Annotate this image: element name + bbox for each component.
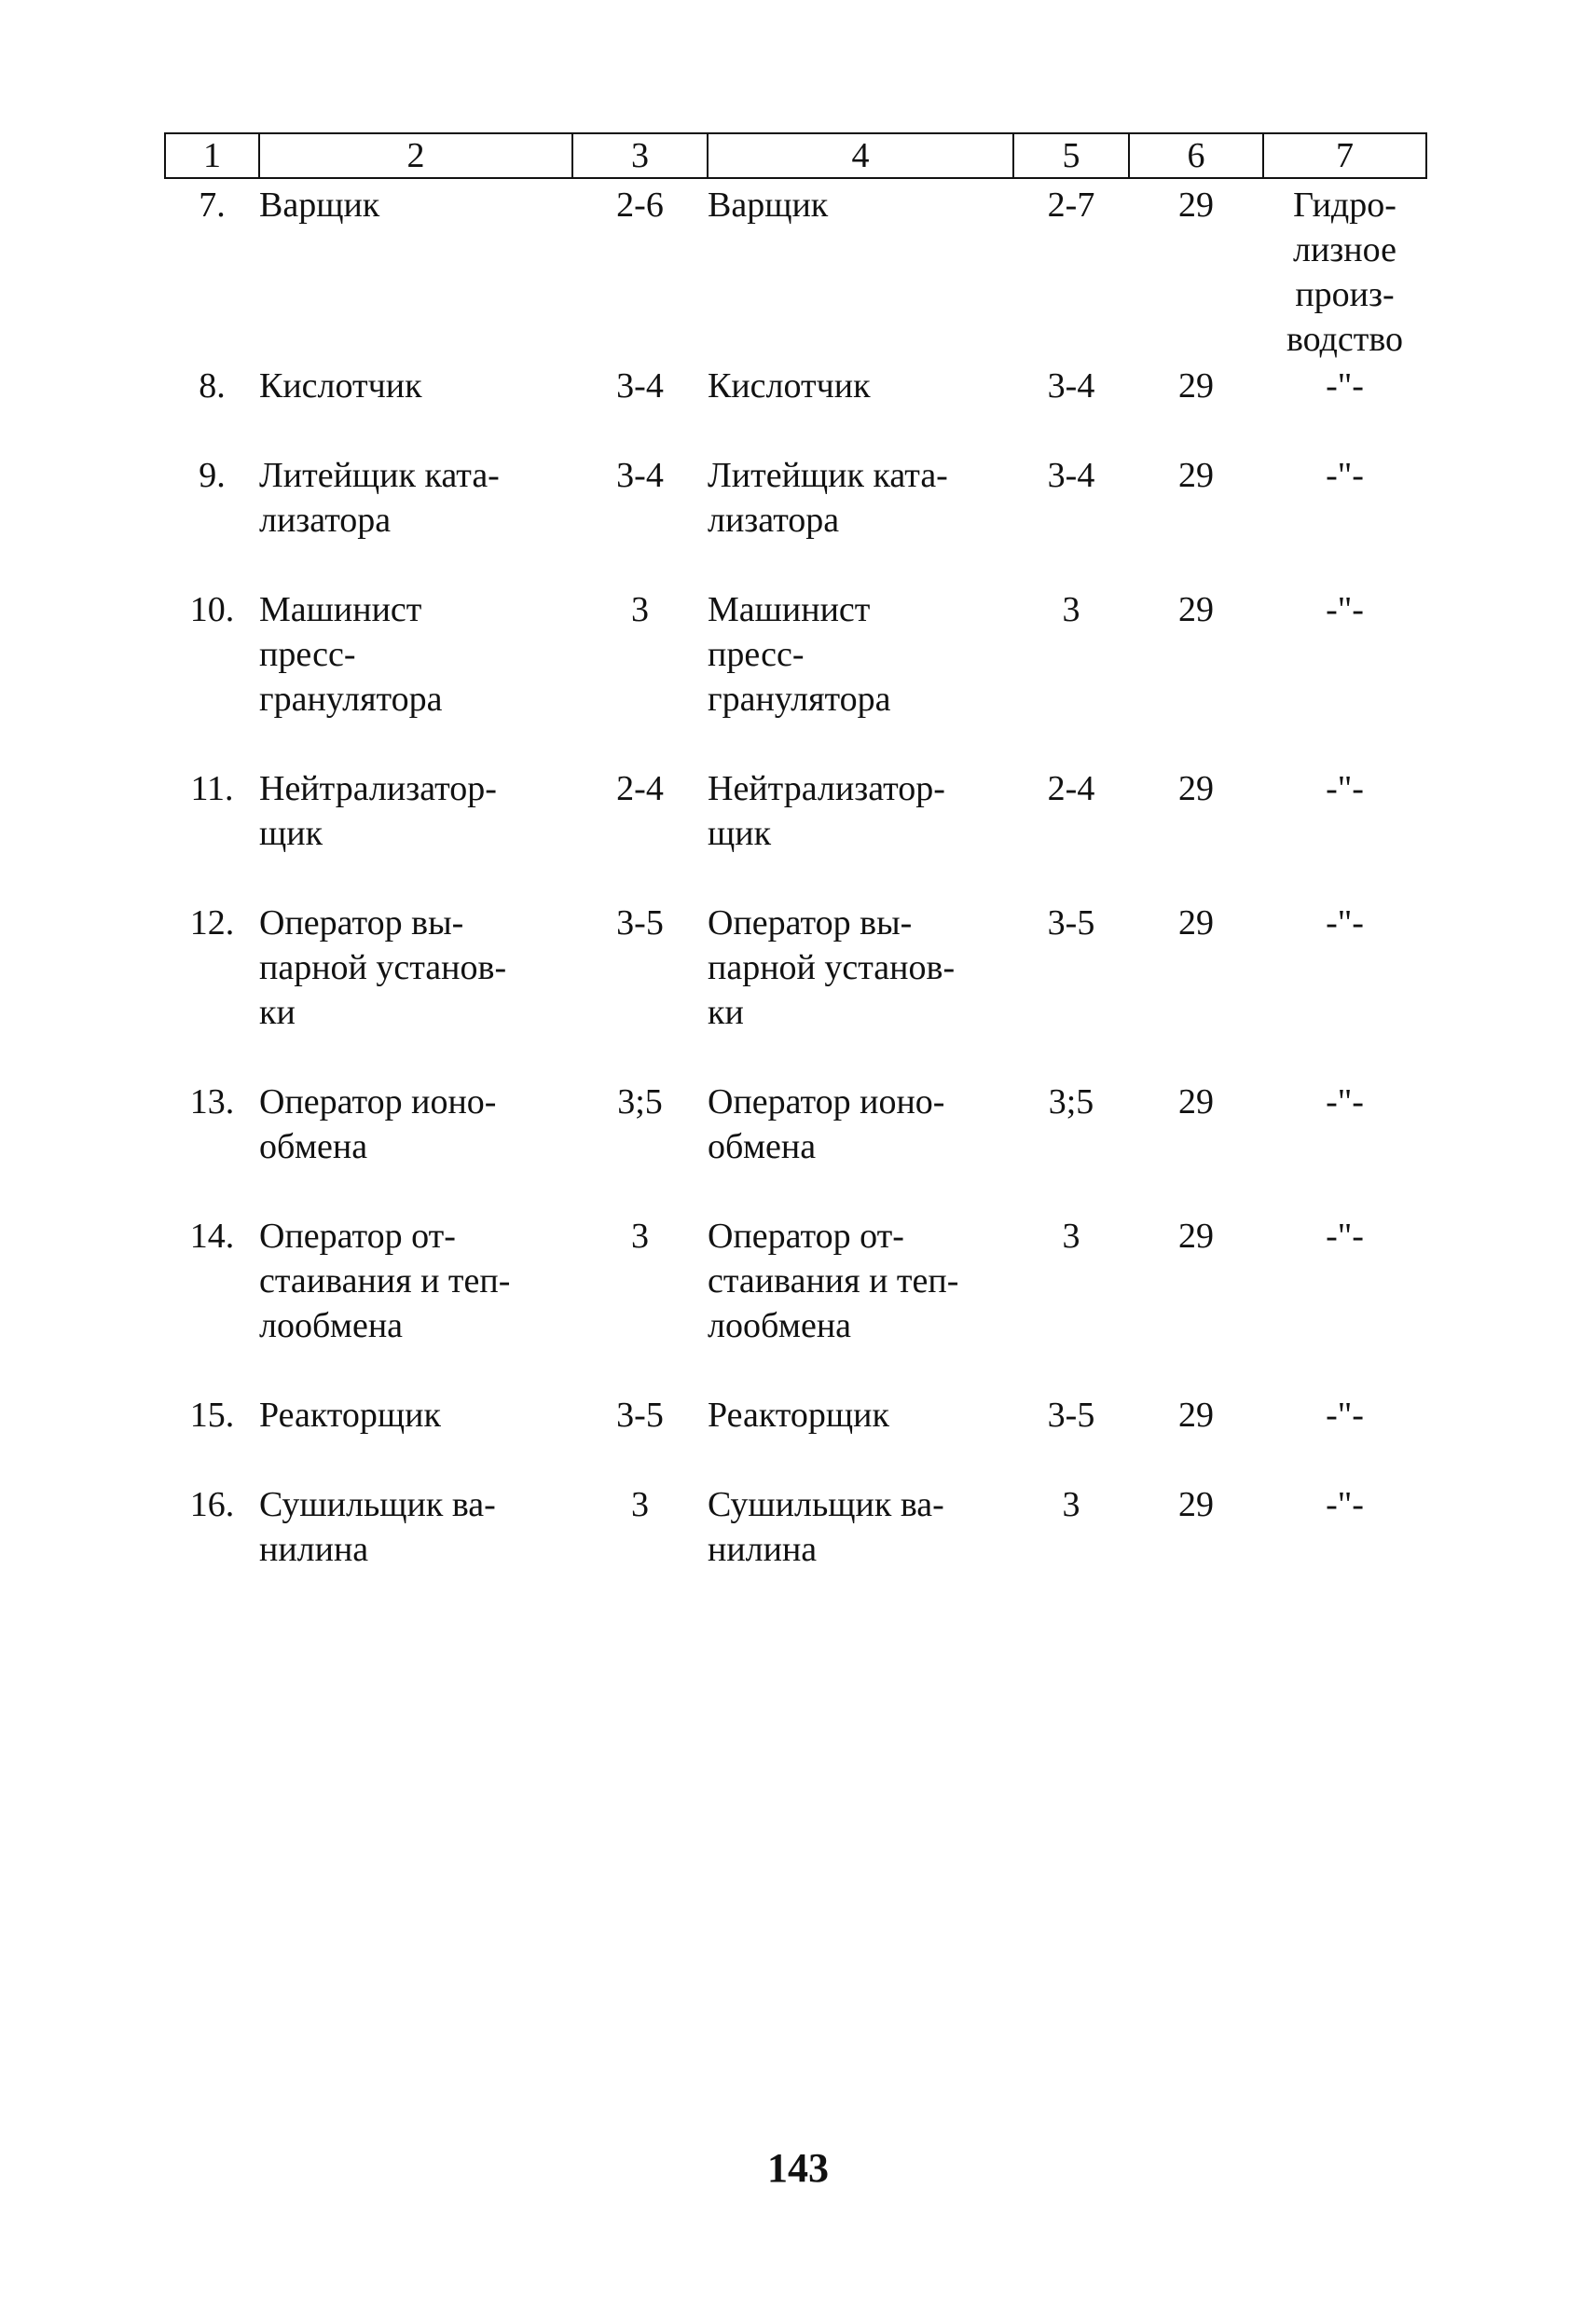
list-number-cell: 29 — [1178, 769, 1214, 808]
row-number: 11. — [190, 769, 234, 808]
profession-old-cell: Сушильщик ва- нилина — [259, 1485, 496, 1569]
note-cell: -"- — [1326, 456, 1364, 495]
header-col-2: 2 — [259, 133, 572, 178]
list-number-cell: 29 — [1178, 456, 1214, 495]
profession-old-cell: Реакторщик — [259, 1396, 441, 1435]
grade-new-cell: 3 — [1062, 1485, 1080, 1524]
profession-old-cell: Оператор ионо- обмена — [259, 1082, 497, 1166]
profession-old-cell: Нейтрализатор- щик — [259, 769, 497, 853]
header-col-6: 6 — [1129, 133, 1263, 178]
grade-new-cell: 2-7 — [1047, 186, 1095, 225]
profession-old-cell: Оператор вы- парной установ- ки — [259, 903, 507, 1032]
row-number: 16. — [189, 1485, 235, 1524]
profession-new-cell: Кислотчик — [708, 366, 871, 406]
profession-new-cell: Машинист пресс- гранулятора — [708, 590, 891, 719]
note-cell: -"- — [1326, 1217, 1364, 1256]
list-number-cell: 29 — [1178, 1217, 1214, 1256]
note-cell: -"- — [1326, 769, 1364, 808]
row-number: 9. — [199, 456, 226, 495]
table-row — [165, 178, 1426, 362]
grade-new-cell: 3-4 — [1047, 456, 1095, 495]
grade-new-cell: 3 — [1062, 590, 1080, 629]
list-number-cell: 29 — [1178, 186, 1214, 225]
profession-old-cell: Литейщик ката- лизатора — [259, 456, 500, 540]
grade-old-cell: 3;5 — [617, 1082, 663, 1122]
grade-old-cell: 3-5 — [616, 1396, 664, 1435]
header-col-3: 3 — [572, 133, 708, 178]
table-row — [165, 1078, 1426, 1212]
row-number: 14. — [189, 1217, 235, 1256]
note-cell: -"- — [1326, 1396, 1364, 1435]
profession-new-cell: Литейщик ката- лизатора — [708, 456, 948, 540]
grade-new-cell: 3-4 — [1047, 366, 1095, 406]
table-row — [165, 1212, 1426, 1391]
profession-new-cell: Варщик — [708, 186, 829, 225]
profession-new-cell: Сушильщик ва- нилина — [708, 1485, 944, 1569]
table-row — [165, 585, 1426, 764]
list-number-cell: 29 — [1178, 366, 1214, 406]
grade-old-cell: 3-4 — [616, 366, 664, 406]
row-number: 8. — [199, 366, 226, 406]
profession-old-cell: Варщик — [259, 186, 380, 225]
grade-new-cell: 2-4 — [1047, 769, 1095, 808]
grade-new-cell: 3 — [1062, 1217, 1080, 1256]
header-col-7: 7 — [1263, 133, 1426, 178]
table-row — [165, 451, 1426, 585]
table-row — [165, 764, 1426, 899]
profession-new-cell: Нейтрализатор- щик — [708, 769, 945, 853]
header-col-4: 4 — [708, 133, 1013, 178]
table-row — [165, 899, 1426, 1078]
list-number-cell: 29 — [1178, 590, 1214, 629]
header-row — [165, 133, 1426, 178]
row-number: 15. — [189, 1396, 235, 1435]
note-cell: Гидро- лизное произ- водство — [1286, 186, 1404, 359]
table-row — [165, 1391, 1426, 1480]
grade-new-cell: 3;5 — [1048, 1082, 1094, 1122]
profession-new-cell: Оператор от- стаивания и теп- лообмена — [708, 1217, 959, 1345]
grade-old-cell: 2-4 — [616, 769, 664, 808]
profession-old-cell: Кислотчик — [259, 366, 422, 406]
grade-old-cell: 3 — [631, 590, 649, 629]
grade-old-cell: 3-5 — [616, 903, 664, 943]
profession-new-cell: Оператор вы- парной установ- ки — [708, 903, 956, 1032]
row-number: 10. — [189, 590, 235, 629]
grade-old-cell: 3 — [631, 1485, 649, 1524]
grade-new-cell: 3-5 — [1047, 903, 1095, 943]
note-cell: -"- — [1326, 1485, 1364, 1524]
table-header — [165, 133, 1426, 178]
row-number: 7. — [199, 186, 226, 225]
table-body — [165, 178, 1426, 1615]
profession-old-cell: Оператор от- стаивания и теп- лообмена — [259, 1217, 511, 1345]
list-number-cell: 29 — [1178, 1082, 1214, 1122]
grade-old-cell: 2-6 — [616, 186, 664, 225]
profession-old-cell: Машинист пресс- гранулятора — [259, 590, 443, 719]
profession-table — [164, 132, 1427, 1615]
grade-new-cell: 3-5 — [1047, 1396, 1095, 1435]
note-cell: -"- — [1326, 1082, 1364, 1122]
note-cell: -"- — [1326, 590, 1364, 629]
table-row — [165, 1480, 1426, 1615]
list-number-cell: 29 — [1178, 1485, 1214, 1524]
header-col-1: 1 — [165, 133, 259, 178]
note-cell: -"- — [1326, 903, 1364, 943]
note-cell: -"- — [1326, 366, 1364, 406]
row-number: 13. — [189, 1082, 235, 1122]
page-number: 143 — [767, 2145, 829, 2191]
grade-old-cell: 3 — [631, 1217, 649, 1256]
header-col-5: 5 — [1013, 133, 1129, 178]
table-row — [165, 362, 1426, 451]
profession-new-cell: Оператор ионо- обмена — [708, 1082, 945, 1166]
grade-old-cell: 3-4 — [616, 456, 664, 495]
list-number-cell: 29 — [1178, 903, 1214, 943]
profession-new-cell: Реакторщик — [708, 1396, 889, 1435]
row-number: 12. — [189, 903, 235, 943]
list-number-cell: 29 — [1178, 1396, 1214, 1435]
